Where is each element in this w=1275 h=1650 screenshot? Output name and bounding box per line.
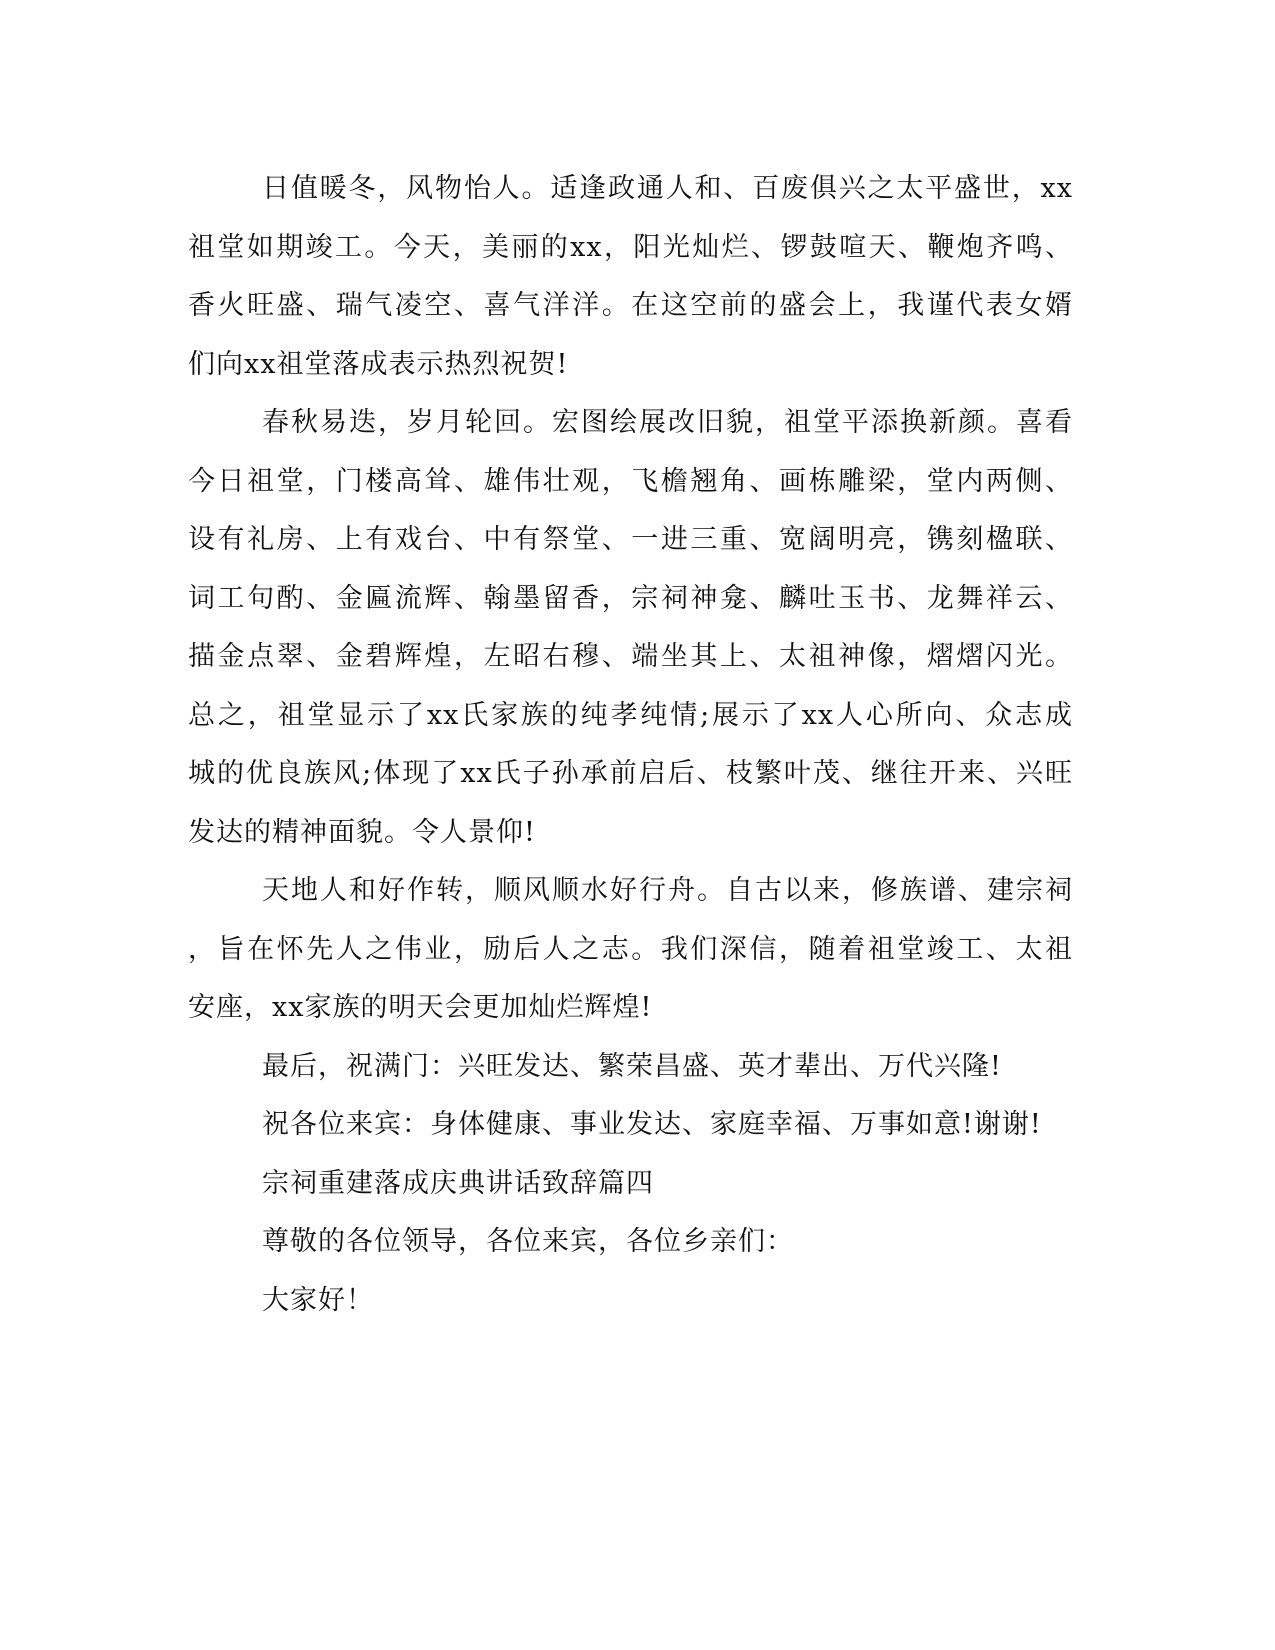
text-line: 祖堂如期竣工。今天，美丽的xx，阳光灿烂、锣鼓喧天、鞭炮齐鸣、 (188, 231, 1073, 263)
closing-thanks: 祝各位来宾：身体健康、事业发达、家庭幸福、万事如意!谢谢! (262, 1109, 1042, 1140)
salutation: 尊敬的各位领导，各位来宾，各位乡亲们： (262, 1226, 794, 1257)
text-line: 春秋易迭，岁月轮回。宏图绘展改旧貌，祖堂平添换新颜。喜看 (262, 407, 1073, 438)
section-title: 宗祠重建落成庆典讲话致辞篇四 (262, 1167, 654, 1199)
text-line: 天地人和好作转，顺风顺水好行舟。自古以来，修族谱、建宗祠 (262, 875, 1073, 906)
closing-wish: 最后，祝满门：兴旺发达、繁荣昌盛、英才辈出、万代兴隆! (262, 1050, 1002, 1082)
text-line: 们向xx祖堂落成表示热烈祝贺! (188, 348, 569, 380)
text-line: 今日祖堂，门楼高耸、雄伟壮观，飞檐翘角、画栋雕梁，堂内两侧、 (188, 465, 1073, 497)
greeting: 大家好！ (262, 1284, 374, 1316)
text-line: 城的优良族风;体现了xx氏子孙承前启后、枝繁叶茂、继往开来、兴旺 (188, 758, 1073, 789)
text-line: 香火旺盛、瑞气凌空、喜气洋洋。在这空前的盛会上，我谨代表女婿 (188, 290, 1073, 321)
text-line: ，旨在怀先人之伟业，励后人之志。我们深信，随着祖堂竣工、太祖 (188, 933, 1073, 965)
text-line: 设有礼房、上有戏台、中有祭堂、一进三重、宽阔明亮，镌刻楹联、 (188, 524, 1073, 555)
text-line: 词工句酌、金匾流辉、翰墨留香，宗祠神龛、麟吐玉书、龙舞祥云、 (188, 582, 1073, 614)
text-line: 描金点翠、金碧辉煌，左昭右穆、端坐其上、太祖神像，熠熠闪光。 (188, 641, 1073, 672)
text-line: 日值暖冬，风物怡人。适逢政通人和、百废俱兴之太平盛世，xx (262, 173, 1073, 204)
closing-section (188, 1038, 1073, 1331)
text-line: 安座，xx家族的明天会更加灿烂辉煌! (188, 992, 653, 1023)
document-body (188, 160, 1073, 1330)
paragraph-3 (188, 862, 1073, 1038)
paragraph-1 (188, 160, 1073, 394)
text-line: 总之，祖堂显示了xx氏家族的纯孝纯情;展示了xx人心所向、众志成 (188, 699, 1073, 731)
paragraph-2 (188, 394, 1073, 862)
text-line: 发达的精神面貌。令人景仰! (188, 816, 536, 848)
